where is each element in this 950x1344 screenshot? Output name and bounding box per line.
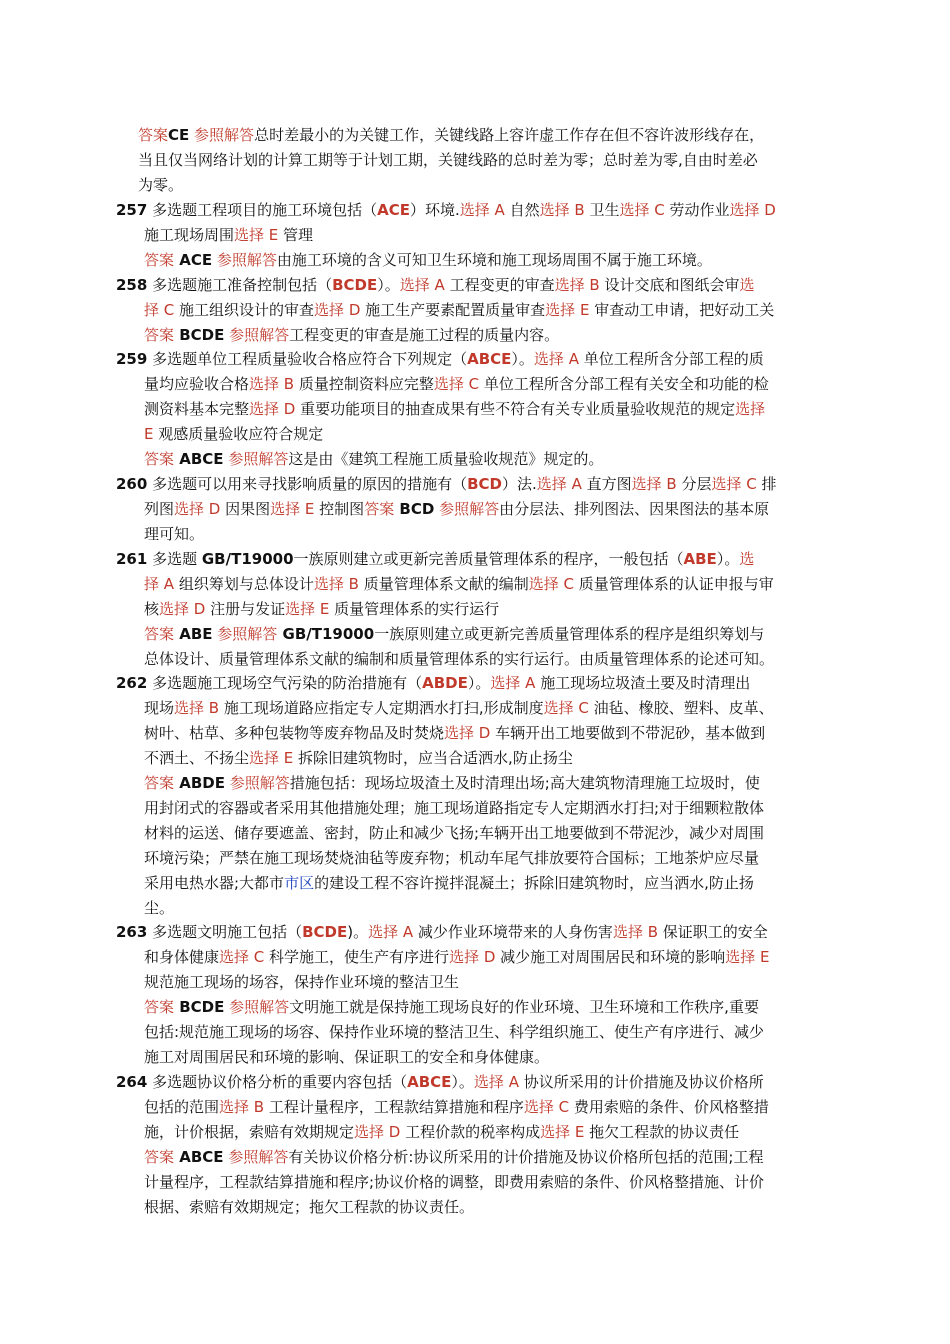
- text-line: [116, 372, 769, 397]
- text-line: [116, 871, 774, 896]
- text-segment: 参照解答: [212, 251, 277, 269]
- text-segment: 由施工环境的含义可知卫生环境和施工现场周围不属于施工环境。: [276, 251, 712, 269]
- text-segment: 选择: [711, 475, 742, 493]
- text-segment: 参照解答: [224, 998, 290, 1016]
- text-segment: 选择: [219, 1098, 250, 1116]
- text-segment: 拖欠工程款的协议责任: [589, 1123, 740, 1141]
- text-line: [116, 622, 774, 647]
- text-segment: A: [566, 475, 587, 493]
- text-segment: 参照解答: [223, 450, 289, 468]
- text-segment: 选择: [249, 400, 280, 418]
- text-line: [116, 198, 776, 223]
- text-segment: 包括的范围: [144, 1098, 220, 1116]
- text-segment: 计量程序，工程款结算措施和程序;协议价格的调整，即费用索赔的条件、价风格整措施、计价: [144, 1173, 765, 1191]
- text-segment: 答案: [144, 625, 175, 643]
- text-line: [116, 597, 774, 622]
- text-segment: ABCE: [174, 1148, 224, 1166]
- text-segment: BCD: [394, 500, 435, 518]
- text-segment: 选择: [174, 699, 205, 717]
- text-segment: 参照解答: [189, 126, 255, 144]
- text-segment: 一族原则建立或更新完善质量管理体系的程序，一般包括（: [293, 550, 684, 568]
- text-segment: 费用索赔的条件、价风格整措: [573, 1098, 769, 1116]
- text-line: [116, 522, 777, 547]
- text-line: [116, 1095, 769, 1120]
- text-segment: B: [661, 475, 682, 493]
- text-segment: C: [553, 1098, 574, 1116]
- text-line: [116, 273, 774, 298]
- text-segment: 选择: [528, 575, 559, 593]
- text-segment: A: [503, 1073, 524, 1091]
- text-segment: 重要功能项目的抽查成果有些不符合有关专业质量验收规范的规定: [300, 400, 736, 418]
- text-segment: 选择: [540, 1123, 571, 1141]
- text-segment: 这是由《建筑工程施工质量验收规范》规定的。: [288, 450, 604, 468]
- text-segment: E: [755, 948, 770, 966]
- text-segment: C: [558, 575, 579, 593]
- text-segment: 多选题工程项目的施工环境包括（: [147, 201, 378, 219]
- question-262: [116, 671, 774, 921]
- text-segment: 选择: [313, 575, 344, 593]
- text-segment: 选择: [399, 276, 430, 294]
- text-segment: A: [520, 674, 541, 692]
- text-segment: 卫生: [589, 201, 620, 219]
- text-line: [116, 1045, 769, 1070]
- text-line: [116, 945, 769, 970]
- question-263: [116, 920, 769, 1070]
- text-segment: CE: [168, 126, 190, 144]
- text-segment: 控制图: [319, 500, 365, 518]
- text-segment: A: [429, 276, 450, 294]
- text-segment: 多选题施工准备控制包括（: [147, 276, 333, 294]
- text-segment: 理可知。: [144, 525, 205, 543]
- text-line: [138, 173, 764, 198]
- text-segment: E: [279, 749, 299, 767]
- text-segment: 答案: [144, 326, 175, 344]
- text-segment: BCD: [467, 475, 502, 493]
- text-segment: 259: [116, 350, 148, 368]
- text-segment: ）。: [377, 276, 400, 294]
- text-segment: 多选题单位工程质量验收合格应符合下列规定（: [147, 350, 468, 368]
- text-segment: A: [398, 923, 418, 941]
- question-260: [116, 472, 777, 547]
- text-segment: E: [315, 600, 335, 618]
- text-segment: ）。: [511, 350, 534, 368]
- text-segment: 措施包括：现场垃圾渣土及时清理出场;高大建筑物清理施工垃圾时，使: [289, 774, 760, 792]
- text-segment: E: [144, 425, 159, 443]
- question-261: [116, 547, 774, 672]
- text-segment: 答案: [144, 1148, 175, 1166]
- text-segment: 由分层法、排列图法、因果图法的基本原: [499, 500, 770, 518]
- text-segment: 量均应验收合格: [144, 375, 250, 393]
- text-segment: 环境污染；严禁在施工现场焚烧油毡等废弃物；机动车尾气排放要符合国标；工地茶炉应尽量: [144, 849, 760, 867]
- text-segment: 选择: [444, 724, 475, 742]
- text-segment: D: [189, 600, 211, 618]
- text-segment: 测资料基本完整: [144, 400, 250, 418]
- text-segment: 总体设计、质量管理体系文献的编制和质量管理体系的实行运行。由质量管理体系的论述可知。: [144, 650, 775, 668]
- text-segment: ABE: [174, 625, 213, 643]
- text-segment: 一族原则建立或更新完善质量管理体系的程序是组织筹划与: [374, 625, 765, 643]
- text-segment: ABCE: [407, 1073, 452, 1091]
- text-segment: 核: [144, 600, 160, 618]
- text-segment: A: [563, 350, 584, 368]
- text-line: [116, 1170, 769, 1195]
- text-line: [116, 1195, 769, 1220]
- text-segment: B: [584, 276, 605, 294]
- text-segment: E: [300, 500, 320, 518]
- text-segment: 选择: [533, 350, 564, 368]
- text-segment: BCDE: [302, 923, 348, 941]
- text-segment: ACE: [377, 201, 410, 219]
- text-segment: 排: [761, 475, 777, 493]
- text-line: [116, 397, 769, 422]
- text-line: [116, 1020, 769, 1045]
- text-segment: 多选题: [147, 550, 202, 568]
- text-segment: 选择: [545, 301, 576, 319]
- text-segment: C: [741, 475, 762, 493]
- text-segment: 规范施工现场的场容，保持作业环境的整洁卫生: [144, 973, 460, 991]
- text-segment: 树叶、枯草、多种包装物等废弃物品及时焚烧: [144, 724, 445, 742]
- text-line: [138, 123, 764, 148]
- text-segment: D: [279, 400, 301, 418]
- text-segment: 多选题协议价格分析的重要内容包括（: [147, 1073, 408, 1091]
- text-segment: C: [649, 201, 670, 219]
- text-segment: 选择: [735, 400, 766, 418]
- text-segment: 选择: [539, 201, 570, 219]
- text-segment: 选择: [354, 1123, 385, 1141]
- text-segment: D: [204, 500, 226, 518]
- text-segment: 设计交底和图纸会审: [604, 276, 740, 294]
- text-segment: 选择: [536, 475, 567, 493]
- text-segment: 科学施工，使生产有序进行: [269, 948, 450, 966]
- text-segment: 有关协议价格分析:协议所采用的计价措施及协议价格所包括的范围;工程: [288, 1148, 764, 1166]
- text-segment: 选择: [314, 301, 345, 319]
- text-line: [116, 547, 774, 572]
- text-segment: ）。: [716, 550, 740, 568]
- text-segment: B: [279, 375, 299, 393]
- text-segment: 257: [116, 201, 148, 219]
- text-segment: B: [204, 699, 224, 717]
- text-segment: 根据、索赔有效期规定；拖欠工程款的协议责任。: [144, 1198, 475, 1216]
- text-segment: 施工现场垃圾渣土要及时清理出: [540, 674, 751, 692]
- text-segment: C: [249, 948, 270, 966]
- text-segment: 261: [116, 550, 148, 568]
- text-line: [116, 1145, 769, 1170]
- text-segment: 选择: [490, 674, 521, 692]
- text-segment: 协议所采用的计价措施及协议价格所: [523, 1073, 764, 1091]
- text-segment: ACE: [174, 251, 213, 269]
- text-segment: 工程价款的税率构成: [405, 1123, 541, 1141]
- text-line: [116, 248, 776, 273]
- text-segment: 多选题文明施工包括（: [147, 923, 303, 941]
- text-segment: 选择: [459, 201, 490, 219]
- text-line: [116, 347, 769, 372]
- text-segment: 单位工程所含分部工程有关安全和功能的检: [483, 375, 769, 393]
- text-segment: 答案: [144, 450, 175, 468]
- text-segment: 选择: [270, 500, 301, 518]
- text-segment: 总时差最小的为关键工作，关键线路上容许虚工作存在但不容许波形线存在，: [254, 126, 765, 144]
- text-line: [116, 1120, 769, 1145]
- text-segment: 质量控制资料应完整: [298, 375, 434, 393]
- text-segment: 选择: [612, 923, 643, 941]
- text-line: [116, 721, 774, 746]
- text-segment: BCDE: [174, 998, 225, 1016]
- text-segment: 为零。: [138, 176, 184, 194]
- text-segment: 答案: [144, 251, 175, 269]
- text-segment: 工程变更的审查是施工过程的质量内容。: [289, 326, 560, 344]
- text-segment: 拆除旧建筑物时，应当合适洒水,防止扬尘: [298, 749, 573, 767]
- text-line: [116, 572, 774, 597]
- text-segment: 审查动工申请，把好动工关: [594, 301, 775, 319]
- text-segment: 不洒土、不扬尘: [144, 749, 250, 767]
- text-segment: 质量管理体系的认证申报与审: [578, 575, 774, 593]
- text-segment: 选择: [554, 276, 585, 294]
- text-segment: 市区: [284, 874, 315, 892]
- text-segment: D: [479, 948, 501, 966]
- text-segment: 参照解答: [224, 326, 290, 344]
- text-segment: 选择: [631, 475, 662, 493]
- text-segment: D: [759, 201, 776, 219]
- text-segment: ）环境.: [409, 201, 460, 219]
- text-segment: 263: [116, 923, 148, 941]
- answer-block-256: [138, 123, 764, 198]
- text-segment: 劳动作业: [669, 201, 730, 219]
- text-line: [116, 497, 777, 522]
- text-segment: 择: [144, 301, 160, 319]
- question-264: [116, 1070, 769, 1220]
- text-segment: 262: [116, 674, 148, 692]
- text-segment: 工程计量程序，工程款结算措施和程序: [268, 1098, 524, 1116]
- text-line: [116, 472, 777, 497]
- text-segment: E: [570, 1123, 590, 1141]
- text-segment: ABCE: [174, 450, 224, 468]
- text-segment: 施工现场周围: [144, 226, 235, 244]
- text-line: [116, 746, 774, 771]
- text-segment: 减少作业环境带来的人身伤害: [417, 923, 613, 941]
- text-segment: ABE: [683, 550, 717, 568]
- text-segment: 分层: [681, 475, 712, 493]
- text-segment: 施工生产要素配置质量审查: [365, 301, 546, 319]
- text-segment: 选择: [174, 500, 205, 518]
- text-segment: BCDE: [174, 326, 225, 344]
- text-segment: 施工对周围居民和环境的影响、保证职工的安全和身体健康。: [144, 1048, 550, 1066]
- text-line: [116, 696, 774, 721]
- text-segment: C: [463, 375, 484, 393]
- text-segment: 答案: [138, 126, 169, 144]
- text-segment: 工程变更的审查: [449, 276, 555, 294]
- text-segment: 尘。: [144, 899, 175, 917]
- text-segment: 减少施工对周围居民和环境的影响: [500, 948, 726, 966]
- text-segment: 油毡、橡胶、塑料、皮革、: [593, 699, 774, 717]
- text-line: [116, 920, 769, 945]
- text-segment: GB/T19000: [201, 550, 294, 568]
- text-segment: D: [344, 301, 366, 319]
- text-segment: ）。: [451, 1073, 474, 1091]
- text-segment: 参照解答: [224, 774, 290, 792]
- text-line: [116, 223, 776, 248]
- text-segment: A: [159, 575, 179, 593]
- text-segment: 自然: [509, 201, 540, 219]
- text-segment: ABDE: [174, 774, 225, 792]
- text-line: [116, 846, 774, 871]
- text-segment: 选择: [523, 1098, 554, 1116]
- text-segment: 选: [739, 550, 755, 568]
- text-segment: 用封闭式的容器或者采用其他措施处理；施工现场道路指定专人定期洒水打扫;对于细颗粒散体: [144, 799, 765, 817]
- text-segment: ）。: [467, 674, 491, 692]
- text-line: [116, 821, 774, 846]
- text-segment: 和身体健康: [144, 948, 220, 966]
- text-segment: 参照解答: [223, 1148, 289, 1166]
- text-segment: 注册与发证: [210, 600, 286, 618]
- text-segment: D: [384, 1123, 406, 1141]
- text-segment: B: [249, 1098, 269, 1116]
- text-line: [138, 148, 764, 173]
- text-segment: 选择: [159, 600, 190, 618]
- text-segment: B: [642, 923, 663, 941]
- text-segment: 列图: [144, 500, 175, 518]
- question-257: [116, 198, 776, 273]
- text-line: [116, 1070, 769, 1095]
- text-segment: 单位工程所含分部工程的质: [583, 350, 764, 368]
- text-segment: 答案: [364, 500, 395, 518]
- text-segment: 多选题施工现场空气污染的防治措施有（: [147, 674, 423, 692]
- text-line: [116, 447, 769, 472]
- text-segment: C: [159, 301, 180, 319]
- text-segment: )。: [347, 923, 369, 941]
- text-segment: 参照解答: [434, 500, 500, 518]
- text-segment: 选择: [473, 1073, 504, 1091]
- text-segment: A: [489, 201, 510, 219]
- text-segment: 车辆开出工地要做到不带泥砂，基本做到: [495, 724, 766, 742]
- text-segment: 选择: [449, 948, 480, 966]
- text-segment: 260: [116, 475, 148, 493]
- text-segment: ABDE: [422, 674, 468, 692]
- text-segment: 多选题可以用来寻找影响质量的原因的措施有（: [147, 475, 468, 493]
- text-segment: 采用电热水器;大都市: [144, 874, 285, 892]
- text-segment: 管理: [283, 226, 314, 244]
- text-segment: 组织筹划与总体设计: [178, 575, 314, 593]
- text-segment: 质量管理体系的实行运行: [334, 600, 500, 618]
- text-line: [116, 970, 769, 995]
- text-segment: 选择: [543, 699, 574, 717]
- text-segment: ABCE: [467, 350, 512, 368]
- text-line: [116, 896, 774, 921]
- text-segment: 选择: [368, 923, 399, 941]
- text-segment: 当且仅当网络计划的计算工期等于计划工期，关键线路的总时差为零；总时差为零,自由时差必: [138, 151, 758, 169]
- text-segment: 258: [116, 276, 148, 294]
- text-segment: 选择: [249, 375, 280, 393]
- text-segment: B: [343, 575, 364, 593]
- question-259: [116, 347, 769, 472]
- question-258: [116, 273, 774, 348]
- text-segment: 施，计价根据，索赔有效期规定: [144, 1123, 355, 1141]
- text-segment: 选: [739, 276, 755, 294]
- text-line: [116, 995, 769, 1020]
- text-segment: 答案: [144, 998, 175, 1016]
- text-segment: 选择: [433, 375, 464, 393]
- text-segment: E: [575, 301, 595, 319]
- text-segment: 选择: [729, 201, 760, 219]
- text-segment: 材料的运送、储存要遮盖、密封，防止和减少飞扬;车辆开出工地要做到不带泥沙，减少对周围: [144, 824, 765, 842]
- text-line: [116, 298, 774, 323]
- text-segment: 选择: [219, 948, 250, 966]
- text-segment: 择: [144, 575, 160, 593]
- text-segment: 参照解答: [212, 625, 278, 643]
- text-line: [116, 671, 774, 696]
- text-line: [116, 323, 774, 348]
- text-segment: BCDE: [332, 276, 378, 294]
- text-segment: 264: [116, 1073, 148, 1091]
- text-segment: ）法.: [502, 475, 537, 493]
- text-segment: 选择: [285, 600, 316, 618]
- text-line: [116, 796, 774, 821]
- text-line: [116, 647, 774, 672]
- text-segment: 文明施工就是保持施工现场良好的作业环境、卫生环境和工作秩序,重要: [289, 998, 759, 1016]
- text-segment: 包括:规范施工现场的场容、保持作业环境的整洁卫生、科学组织施工、使生产有序进行、减少: [144, 1023, 765, 1041]
- text-segment: 选择: [619, 201, 650, 219]
- text-segment: 保证职工的安全: [662, 923, 768, 941]
- text-segment: 质量管理体系文献的编制: [363, 575, 529, 593]
- text-segment: 选择: [725, 948, 756, 966]
- text-segment: 观感质量验收应符合规定: [158, 425, 324, 443]
- text-segment: 的建设工程不容许搅拌混凝土；拆除旧建筑物时，应当洒水,防止扬: [314, 874, 754, 892]
- text-segment: 现场: [144, 699, 175, 717]
- text-segment: GB/T19000: [277, 625, 375, 643]
- text-segment: 选择: [249, 749, 280, 767]
- text-segment: 施工组织设计的审查: [179, 301, 315, 319]
- text-segment: E: [264, 226, 284, 244]
- text-segment: 答案: [144, 774, 175, 792]
- text-segment: 选择: [234, 226, 265, 244]
- text-segment: C: [573, 699, 594, 717]
- text-segment: B: [569, 201, 590, 219]
- text-line: [116, 422, 769, 447]
- text-line: [116, 771, 774, 796]
- text-segment: 因果图: [225, 500, 271, 518]
- text-segment: 施工现场道路应指定专人定期洒水打扫,形成制度: [223, 699, 544, 717]
- text-segment: 直方图: [586, 475, 632, 493]
- text-segment: D: [474, 724, 496, 742]
